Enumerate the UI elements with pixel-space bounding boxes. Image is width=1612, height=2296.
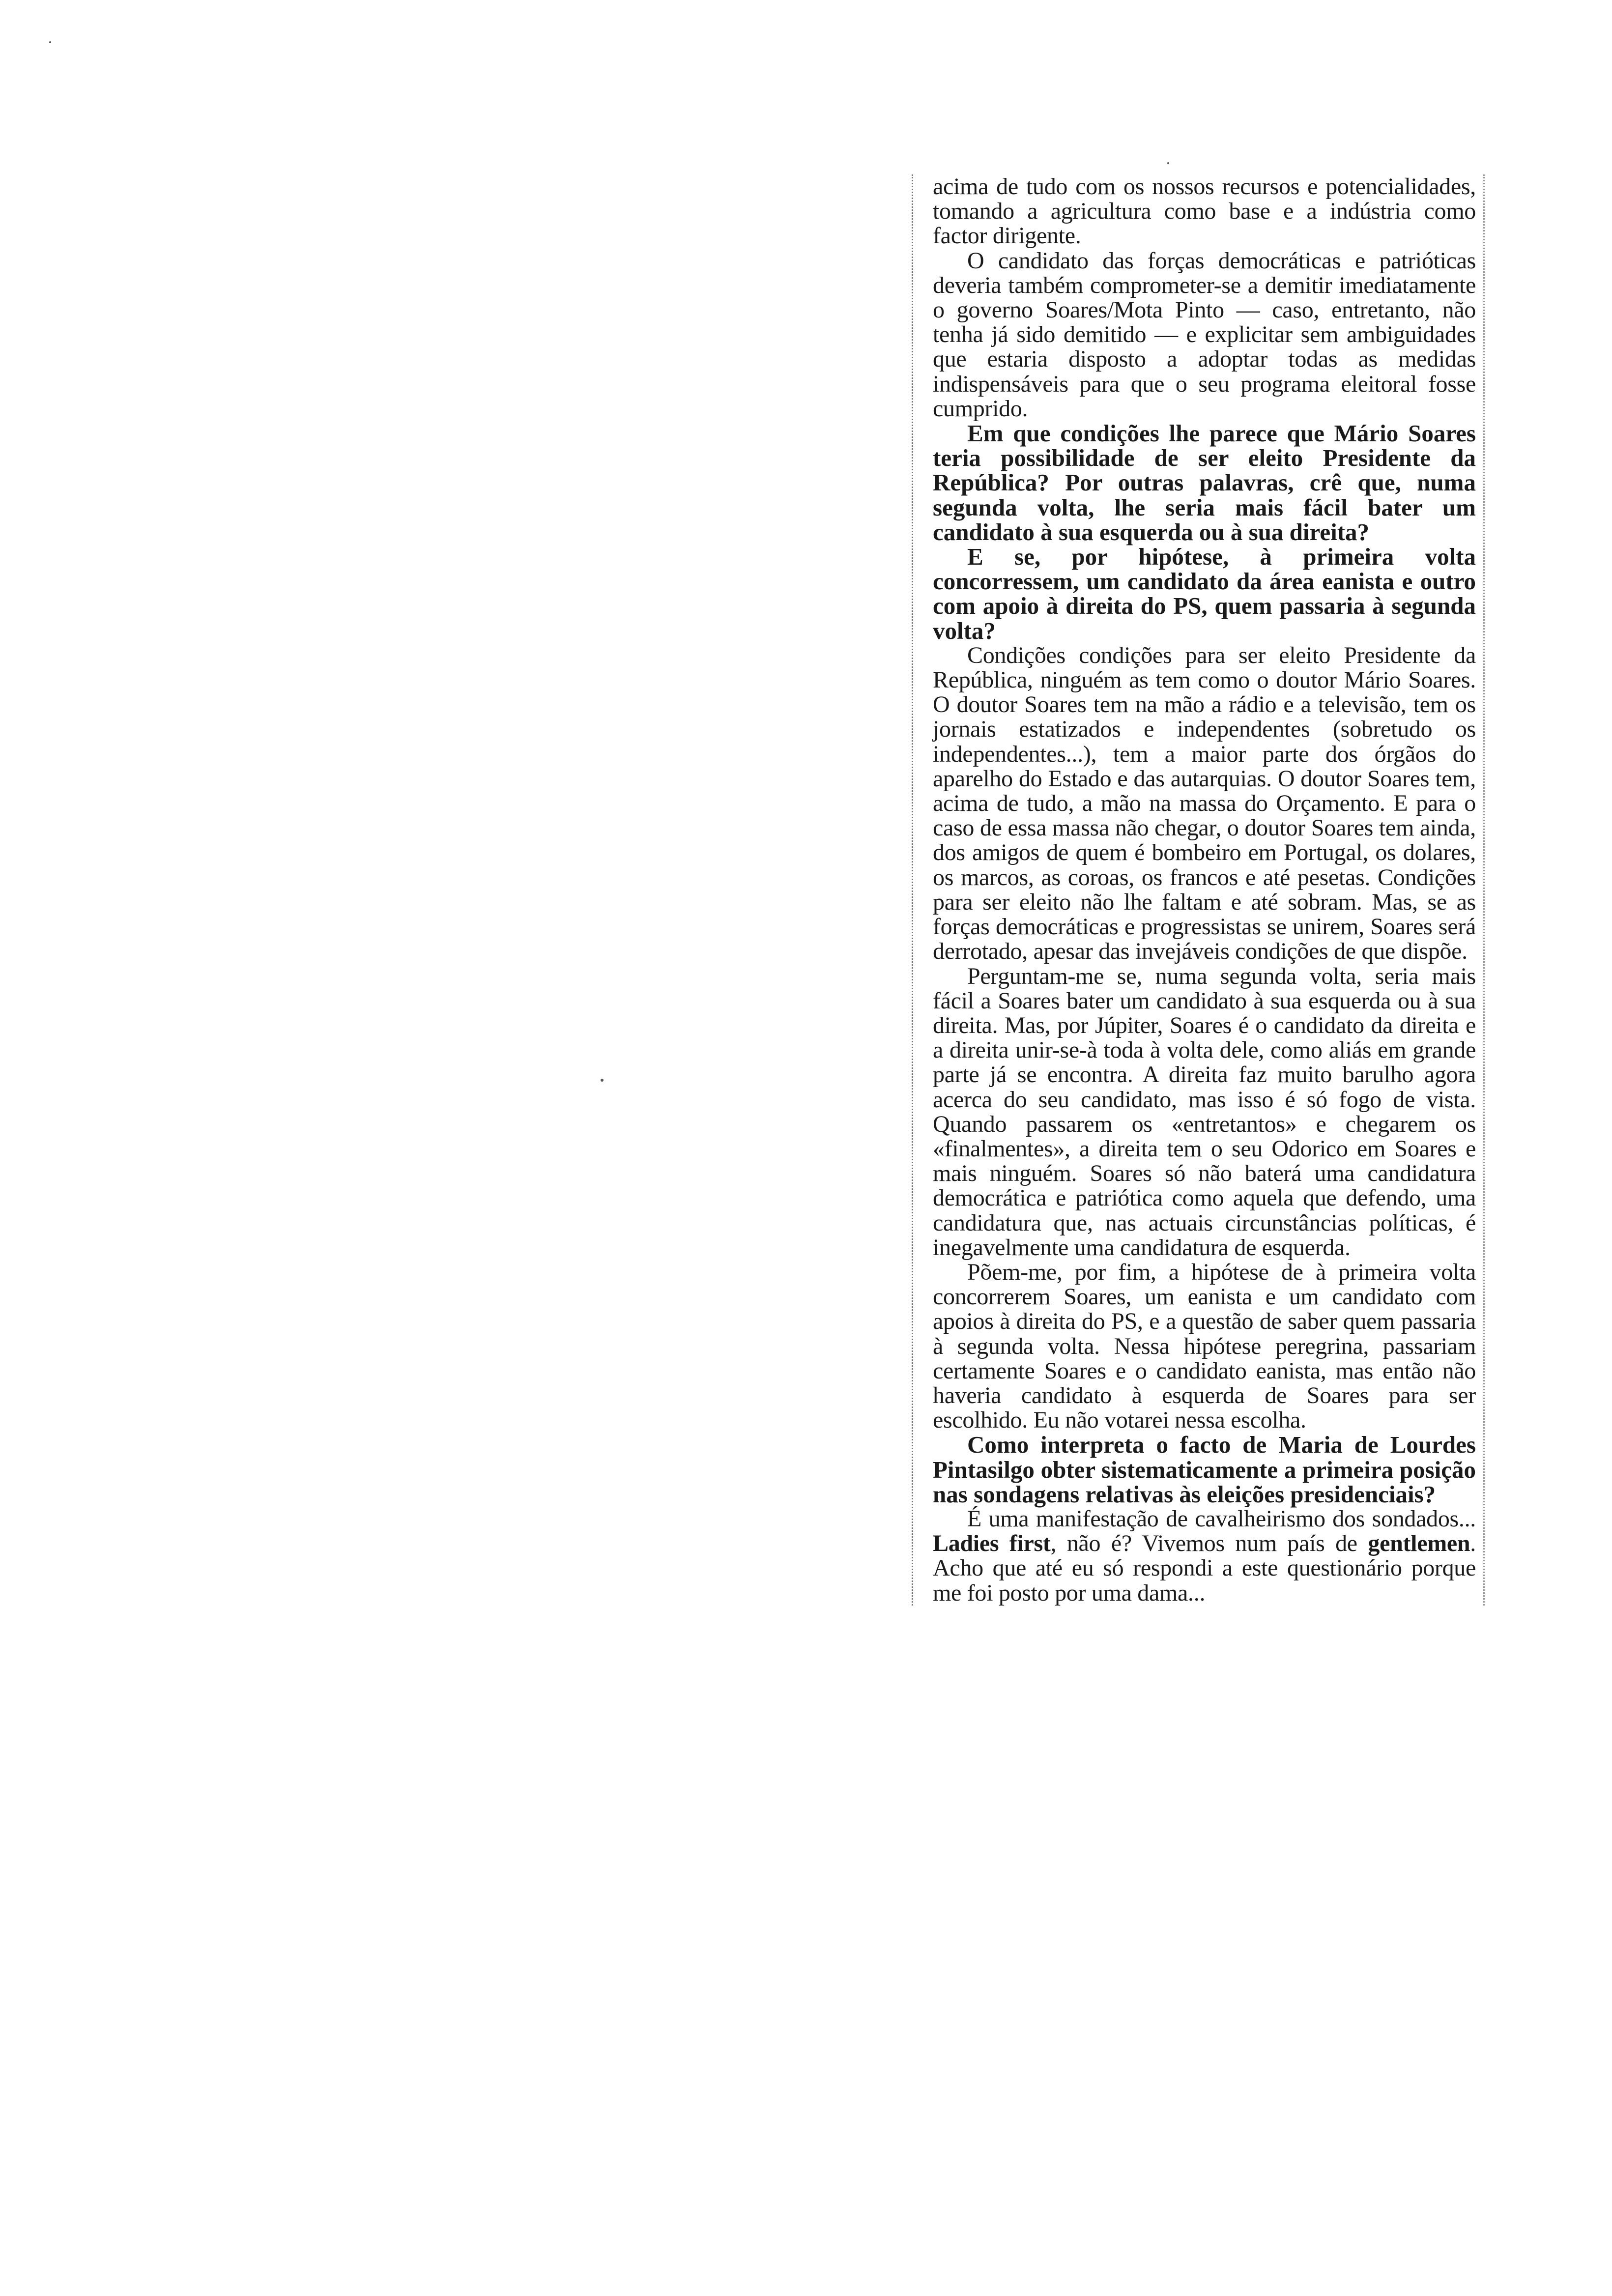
gentlemen-word: gentlemen [1368,1530,1470,1557]
paragraph-candidate-commitments: O candidato das forças democráticas e patrióticas deveria também comprometer-se a demitir imediatamente o governo Soares/Mota Pinto — caso, entretanto, não tenha já sido demitido — e explicitar sem ambiguidades que estaria disposto a adoptar todas as medidas indispensáveis para que o seu programa eleitoral fosse cumprido. [933,247,1476,422]
answer-chivalry-text: É uma manifestação de cavalheirismo dos sondados... [967,1505,1476,1532]
question-second-round: E se, por hipótese, à primeira volta concorressem, um candidato da área eanista e outro com apoio à direita do PS, quem passaria à segunda volta? [933,543,1476,644]
ladies-first-phrase: Ladies first [933,1530,1051,1557]
answer-chivalry-text: . Acho que até eu só respondi a este questionário porque me foi posto por uma dama... [933,1530,1476,1606]
answer-chivalry-text: , não é? Vivemos num país de [1050,1530,1357,1557]
scan-speck [49,41,51,43]
answer-conditions: Condições condições para ser eleito Presidente da República, ninguém as tem como o doutor Mário Soares. O doutor Soares tem na mão a rádio e a televisão, tem os jornais estatizados e independentes (sobretudo os independentes...), tem a maior parte dos órgãos do aparelho do Estado e das autarquias. O doutor Soares tem, acima de tudo, a mão na massa do Orçamento. E para o caso de essa massa não chegar, o doutor Soares tem ainda, dos amigos de quem é bombeiro em Portugal, os dolares, os marcos, as coroas, os francos e até pesetas. Condições para ser eleito não lhe faltam e até sobram. Mas, se as forças democráticas e progressistas se unirem, Soares será derrotado, apesar das invejáveis condições de que dispõe. [933,642,1476,965]
paragraph-continuation: acima de tudo com os nossos recursos e potencialidades, tomando a agricultura como base e a indústria como factor dirigente. [933,173,1476,249]
answer-hypothesis: Põem-me, por fim, a hipótese de à primeira volta concorrerem Soares, um eanista e um candidato com apoios à direita do PS, e a questão de saber quem passaria à segunda volta. Nessa hipótese peregrina, passariam certamente Soares e o candidato eanista, mas então não haveria candidato à esquerda de Soares para ser escolhido. Eu não votarei nessa escolha. [933,1259,1476,1434]
scan-speck [1167,162,1169,164]
answer-chivalry [933,1507,1476,1606]
question-pintasilgo-polls: Como interpreta o facto de Maria de Lourdes Pintasilgo obter sistematicamente a primeira posição nas sondagens relativas às eleições presidenciais? [933,1431,1476,1508]
scan-speck [601,1079,604,1082]
column-rule [1483,174,1485,1606]
answer-second-round: Perguntam-me se, numa segunda volta, seria mais fácil a Soares bater um candidato à sua esquerda ou à sua direita. Mas, por Júpiter, Soares é o candidato da direita e a direita unir-se-à toda à volta dele, como aliás em grande parte já se encontra. A direita faz muito barulho agora acerca do seu candidato, mas isso é só fogo de vista. Quando passarem os «entretantos» e chegarem os «finalmentes», a direita tem o seu Odorico em Soares e mais ninguém. Soares só não baterá uma candidatura democrática e patriótica como aquela que defendo, uma candidatura que, nas actuais circunstâncias políticas, é inegavelmente uma candidatura de esquerda. [933,963,1476,1261]
question-soares-conditions: Em que condições lhe parece que Mário Soares teria possibilidade de ser eleito Presidente da República? Por outras palavras, crê que, numa segunda volta, lhe seria mais fácil bater um candidato à sua esquerda ou à sua direita? [933,420,1476,545]
article-column [912,174,1476,1606]
